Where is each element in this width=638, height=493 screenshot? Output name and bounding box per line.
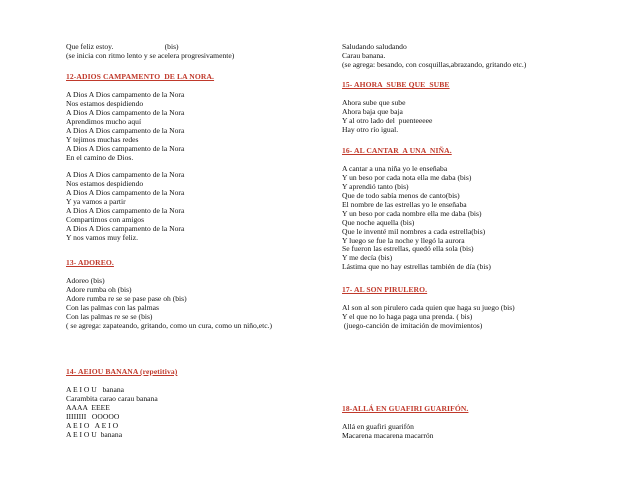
text-line: Adore rumba re se se pase pase oh (bis) [66, 293, 187, 303]
text-line: Y luego se fue la noche y llegó la aurora [342, 235, 465, 245]
text-line: A Dios A Dios campamento de la Nora [66, 143, 185, 153]
text-line: (juego-canción de imitación de movimientos) [342, 320, 483, 330]
text-line: A Dios A Dios campamento de la Nora [66, 89, 185, 99]
text-line: Compartimos con amigos [66, 215, 145, 225]
section-15-title: 15- AHORA SUBE QUE SUBE [342, 80, 450, 89]
text-line: Se fueron las estrellas, quedó ella sola (bis) [342, 244, 474, 254]
section-12 [66, 73, 214, 243]
section-12-title: 12-ADIOS CAMPAMENTO DE LA NORA. [66, 72, 215, 81]
text-line: Que feliz estoy. (bis) [66, 42, 179, 51]
text-line: A E I O A E I O [66, 420, 119, 430]
section-14-title: 14- AEIOU BANANA (repetitiva) [66, 367, 178, 376]
text-line: Aprendimos mucho aquí [66, 116, 142, 126]
text-line: Nos estamos despidiendo [66, 98, 144, 108]
text-line: Adoreo (bis) [66, 275, 105, 285]
section-17 [342, 286, 515, 331]
text-line: Y nos vamos muy feliz. [66, 233, 139, 243]
section-16-title: 16- AL CANTAR A UNA NIÑA. [342, 146, 452, 155]
section-16 [342, 147, 491, 272]
text-line: Ahora sube que sube [342, 97, 406, 107]
text-line: A cantar a una niña yo le enseñaba [342, 163, 448, 173]
text-line: Y me decía (bis) [342, 253, 393, 263]
text-line: Macarena macarena macarrón [342, 430, 434, 440]
text-line: Con las palmas con las palmas [66, 302, 160, 312]
text-line: (se inicia con ritmo lento y se acelera progresivamente) [66, 50, 235, 60]
text-line: Que le inventé mil nombres a cada estrella(bis) [342, 226, 486, 236]
text-line: En el camino de Dios. [66, 152, 134, 162]
text-line: Con las palmas re se se (bis) [66, 311, 153, 321]
section-18-title: 18-ALLÁ EN GUAFIRI GUARIFÓN. [342, 404, 469, 413]
text-line: AAAA EEEE [66, 402, 110, 412]
section-15 [342, 81, 450, 135]
text-line: A E I O U banana [66, 384, 124, 394]
text-line: Adore rumba oh (bis) [66, 284, 132, 294]
left-intro [66, 43, 234, 61]
section-17-title: 17- AL SON PIRULERO. [342, 285, 428, 294]
text-line: Carambita carao carau banana [66, 393, 158, 403]
section-18 [342, 405, 468, 441]
text-line: Y al otro lado del puenteeeee [342, 115, 433, 125]
text-line: A Dios A Dios campamento de la Nora [66, 125, 185, 135]
text-line: A Dios A Dios campamento de la Nora [66, 224, 185, 234]
text-line: Saludando saludando [342, 42, 407, 51]
text-line: ( se agrega: zapateando, gritando, como un cura, como un niño,etc.) [66, 320, 273, 330]
section-13 [66, 259, 272, 331]
text-line: A Dios A Dios campamento de la Nora [66, 206, 185, 216]
text-line: Ahora baja que baja [342, 106, 403, 116]
text-line: Al son al son pirulero cada quien que haga su juego (bis) [342, 302, 515, 312]
text-line: Y un beso por cada nota ella me daba (bis) [342, 172, 472, 182]
text-line: Y tejimos muchas redes [66, 134, 139, 144]
text-line: Que noche aquella (bis) [342, 217, 415, 227]
text-line: Y ya vamos a partir [66, 197, 126, 207]
text-line: El nombre de las estrellas yo le enseñaba [342, 199, 467, 209]
text-line: Lástima que no hay estrellas también de día (bis) [342, 262, 491, 272]
text-line: Allá en guafiri guarifón [342, 421, 414, 431]
right-intro [342, 43, 526, 70]
text-line: Y un beso por cada nombre ella me daba (bis) [342, 208, 482, 218]
section-14 [66, 368, 177, 440]
text-line: Nos estamos despidiendo [66, 179, 144, 189]
text-line: Hay otro río igual. [342, 124, 399, 134]
text-line: Carau banana. [342, 50, 386, 60]
text-line: Y aprendió tanto (bis) [342, 181, 409, 191]
text-line: A Dios A Dios campamento de la Nora [66, 107, 185, 117]
text-line: A Dios A Dios campamento de la Nora [66, 170, 185, 180]
text-line: Que de todo sabía menos de canto(bis) [342, 190, 460, 200]
section-13-title: 13- ADOREO. [66, 258, 114, 267]
text-line: A E I O U banana [66, 429, 123, 439]
text-line: (se agrega: besando, con cosquillas,abrazando, gritando etc.) [342, 59, 527, 69]
text-line: A Dios A Dios campamento de la Nora [66, 188, 185, 198]
text-line: IIIIIIII OOOOO [66, 411, 120, 421]
text-line: Y el que no lo haga paga una prenda. ( bis) [342, 311, 473, 321]
